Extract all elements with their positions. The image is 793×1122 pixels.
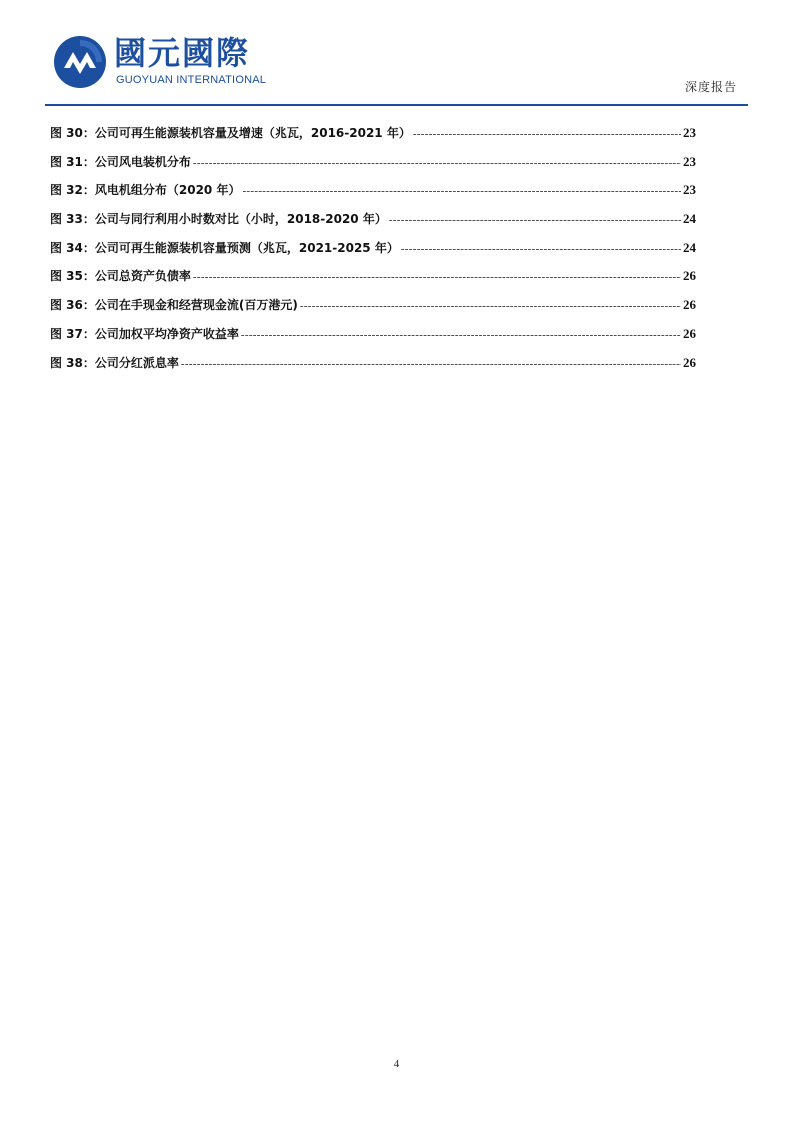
report-type-label: 深度报告 bbox=[684, 80, 737, 94]
toc-entry-label[interactable]: 图 31：公司风电装机分布 bbox=[50, 154, 191, 169]
toc-entry-label[interactable]: 图 34：公司可再生能源装机容量预测（兆瓦，2021-2025 年） bbox=[50, 240, 399, 255]
toc-entry-page[interactable]: 26 bbox=[683, 297, 696, 313]
guoyuan-logo-icon bbox=[52, 34, 108, 90]
toc-entry-label[interactable]: 图 30：公司可再生能源装机容量及增速（兆瓦，2016-2021 年） bbox=[50, 126, 411, 140]
toc-entry-label[interactable]: 图 35：公司总资产负债率 bbox=[50, 269, 191, 284]
toc-entry[interactable] bbox=[50, 325, 696, 354]
toc-entry[interactable] bbox=[50, 124, 696, 153]
toc-entry-page[interactable]: 23 bbox=[683, 153, 696, 169]
toc-dot-leader bbox=[242, 185, 681, 197]
toc-entry-page[interactable]: 23 bbox=[683, 182, 696, 198]
toc-entry-label[interactable]: 图 36：公司在手现金和经营现金流(百万港元) bbox=[50, 298, 298, 313]
toc-entry-label[interactable]: 图 38：公司分红派息率 bbox=[50, 355, 179, 370]
toc-entry[interactable] bbox=[50, 267, 696, 296]
toc-dot-leader bbox=[300, 300, 681, 312]
toc-entry-page[interactable]: 26 bbox=[683, 268, 696, 284]
toc-dot-leader bbox=[401, 243, 681, 255]
toc-entry[interactable] bbox=[50, 181, 696, 210]
toc-entry[interactable] bbox=[50, 354, 696, 383]
header-divider bbox=[45, 104, 748, 106]
toc-dot-leader bbox=[193, 271, 681, 283]
toc-dot-leader bbox=[193, 157, 681, 169]
toc-entry-label[interactable]: 图 32：风电机组分布（2020 年） bbox=[50, 183, 241, 198]
toc-entry-page[interactable]: 23 bbox=[683, 125, 696, 140]
toc-entry-page[interactable]: 24 bbox=[683, 239, 696, 255]
page-header bbox=[0, 0, 793, 108]
toc-entry-page[interactable]: 24 bbox=[683, 211, 696, 227]
toc-dot-leader bbox=[389, 214, 681, 226]
toc-entry-label[interactable]: 图 33：公司与同行利用小时数对比（小时，2018-2020 年） bbox=[50, 212, 387, 227]
figure-list bbox=[50, 124, 696, 382]
page-number: 4 bbox=[393, 1058, 400, 1070]
toc-entry-page[interactable]: 26 bbox=[683, 325, 696, 341]
toc-entry-page[interactable]: 26 bbox=[683, 354, 696, 370]
toc-entry-label[interactable]: 图 37：公司加权平均净资产收益率 bbox=[50, 326, 239, 341]
toc-dot-leader bbox=[241, 329, 681, 341]
toc-entry[interactable] bbox=[50, 210, 696, 239]
toc-entry[interactable] bbox=[50, 239, 696, 268]
toc-entry[interactable] bbox=[50, 296, 696, 325]
toc-dot-leader bbox=[181, 358, 681, 370]
logo-english-name: GUOYUAN INTERNATIONAL bbox=[116, 74, 267, 86]
toc-dot-leader bbox=[413, 128, 681, 140]
logo-chinese-name: 國元國際 bbox=[114, 34, 251, 72]
toc-entry[interactable] bbox=[50, 153, 696, 182]
